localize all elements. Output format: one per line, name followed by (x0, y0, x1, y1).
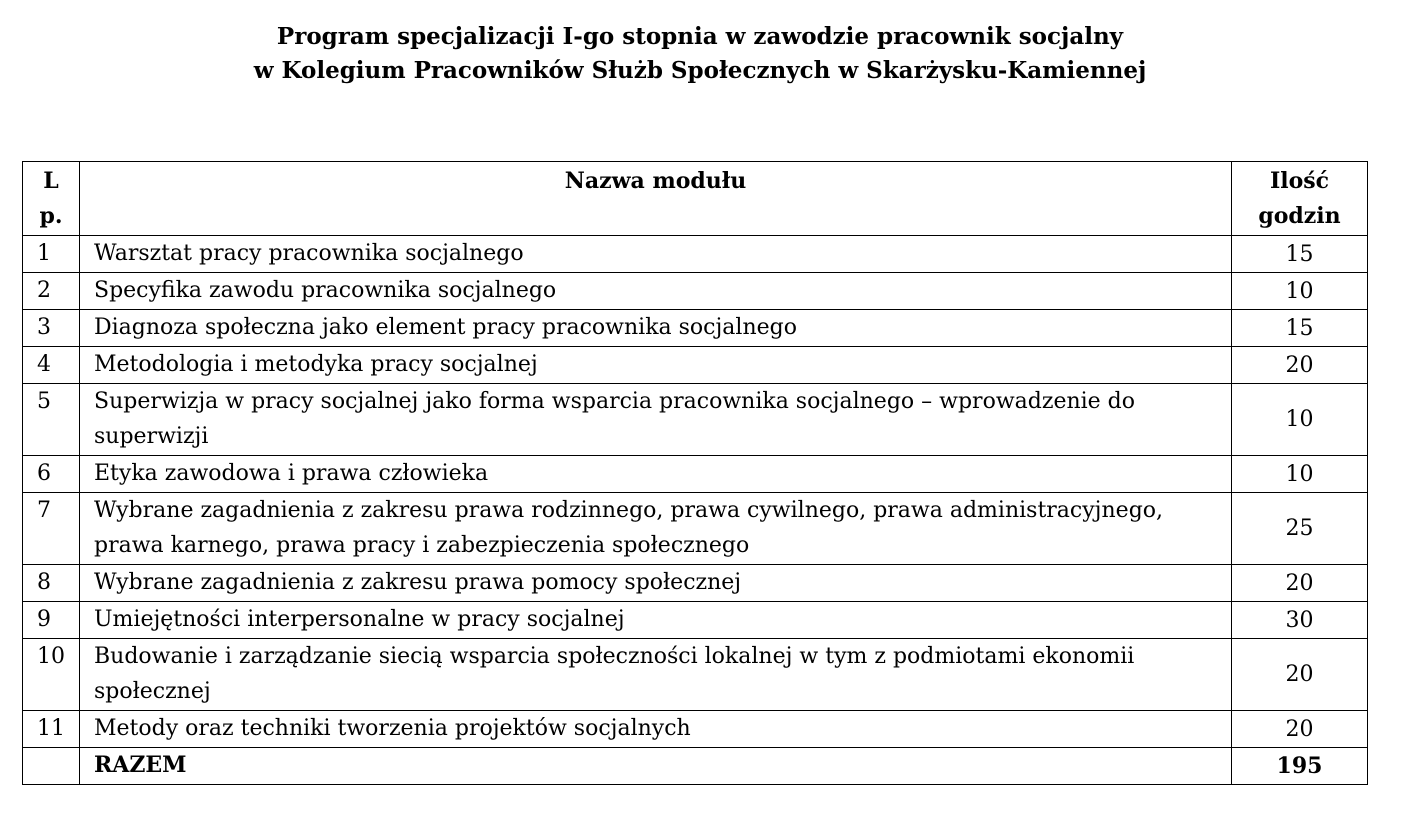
table-row (23, 347, 1368, 384)
row-module-name: Wybrane zagadnienia z zakresu prawa pomocy społecznej (80, 565, 1232, 602)
row-lp: 6 (23, 456, 80, 493)
row-hours: 20 (1232, 565, 1368, 602)
header-hours-line2: godzin (1258, 203, 1341, 229)
row-module-name: Budowanie i zarządzanie siecią wsparcia społeczności lokalnej w tym z podmiotami ekonomii społecznej (80, 639, 1232, 711)
row-lp: 10 (23, 639, 80, 711)
table-row (23, 310, 1368, 347)
header-hours-line1: Ilość (1269, 168, 1330, 194)
row-lp: 9 (23, 602, 80, 639)
row-hours: 15 (1232, 310, 1368, 347)
table-header-row (23, 162, 1368, 236)
total-lp-empty (23, 748, 80, 785)
document-title (0, 20, 1400, 88)
table-row (23, 384, 1368, 456)
row-module-name: Umiejętności interpersonalne w pracy socjalnej (80, 602, 1232, 639)
header-name: Nazwa modułu (80, 162, 1232, 236)
table-row (23, 711, 1368, 748)
row-hours: 25 (1232, 493, 1368, 565)
row-lp: 11 (23, 711, 80, 748)
row-module-name: Diagnoza społeczna jako element pracy pracownika socjalnego (80, 310, 1232, 347)
row-hours: 20 (1232, 639, 1368, 711)
table-row (23, 639, 1368, 711)
row-hours: 30 (1232, 602, 1368, 639)
header-hours (1232, 162, 1368, 236)
row-hours: 10 (1232, 384, 1368, 456)
row-hours: 10 (1232, 273, 1368, 310)
row-module-name: Specyfika zawodu pracownika socjalnego (80, 273, 1232, 310)
row-lp: 4 (23, 347, 80, 384)
title-line-1: Program specjalizacji I-go stopnia w zawodzie pracownik socjalny (276, 23, 1124, 50)
table-row (23, 236, 1368, 273)
row-hours: 20 (1232, 347, 1368, 384)
row-hours: 15 (1232, 236, 1368, 273)
row-module-name: Warsztat pracy pracownika socjalnego (80, 236, 1232, 273)
table-row (23, 565, 1368, 602)
row-hours: 10 (1232, 456, 1368, 493)
row-lp: 7 (23, 493, 80, 565)
modules-table (22, 161, 1368, 785)
header-lp-line1: L (43, 168, 59, 194)
total-hours: 195 (1232, 748, 1368, 785)
row-lp: 8 (23, 565, 80, 602)
total-row (23, 748, 1368, 785)
total-label: RAZEM (80, 748, 1232, 785)
row-hours: 20 (1232, 711, 1368, 748)
table-row (23, 602, 1368, 639)
row-lp: 5 (23, 384, 80, 456)
row-lp: 3 (23, 310, 80, 347)
table-row (23, 273, 1368, 310)
header-lp (23, 162, 80, 236)
row-lp: 2 (23, 273, 80, 310)
row-lp: 1 (23, 236, 80, 273)
row-module-name: Wybrane zagadnienia z zakresu prawa rodzinnego, prawa cywilnego, prawa administracyjnego, prawa karnego, prawa pracy i zabezpieczenia społecznego (80, 493, 1232, 565)
header-lp-line2: p. (39, 203, 63, 229)
row-module-name: Metody oraz techniki tworzenia projektów socjalnych (80, 711, 1232, 748)
table-row (23, 493, 1368, 565)
row-module-name: Etyka zawodowa i prawa człowieka (80, 456, 1232, 493)
table-row (23, 456, 1368, 493)
title-line-2: w Kolegium Pracowników Służb Społecznych w Skarżysku-Kamiennej (253, 57, 1147, 84)
row-module-name: Metodologia i metodyka pracy socjalnej (80, 347, 1232, 384)
row-module-name: Superwizja w pracy socjalnej jako forma wsparcia pracownika socjalnego – wprowadzenie do superwizji (80, 384, 1232, 456)
